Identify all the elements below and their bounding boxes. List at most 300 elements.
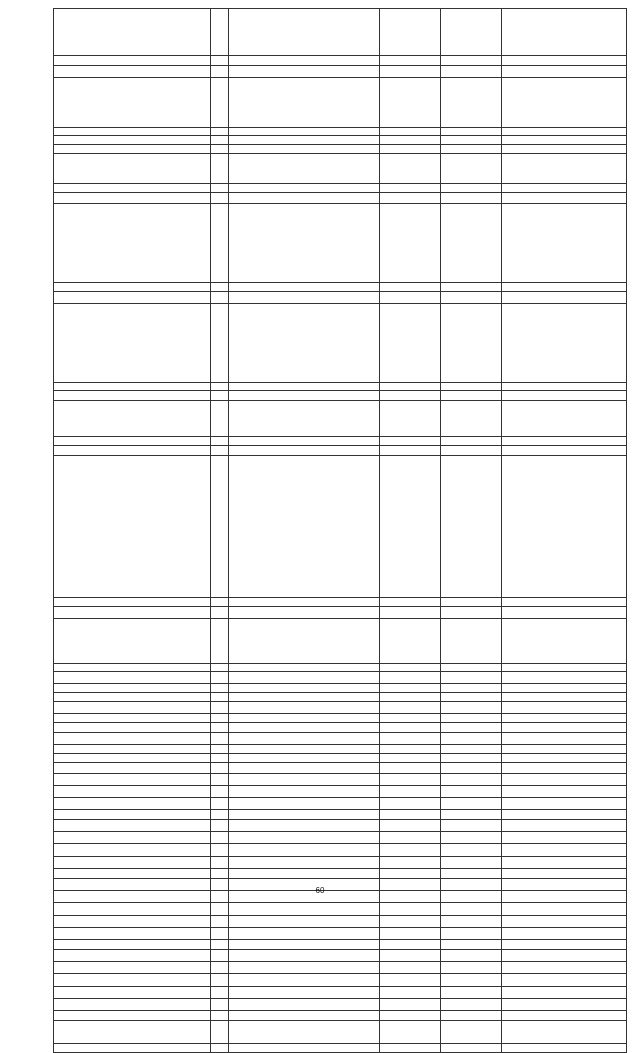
table-cell <box>502 903 627 916</box>
table-cell <box>380 446 441 456</box>
table-cell <box>54 204 211 283</box>
table-cell <box>229 754 380 763</box>
table-cell <box>380 723 441 733</box>
table-cell <box>502 962 627 974</box>
table-cell <box>229 304 380 383</box>
table-cell <box>502 193 627 204</box>
table-cell <box>380 820 441 832</box>
table-cell <box>54 999 211 1011</box>
table-cell <box>441 193 502 204</box>
table-cell <box>441 154 502 184</box>
table-cell <box>229 702 380 714</box>
table-row <box>54 763 627 774</box>
table-cell <box>229 437 380 446</box>
table-cell <box>54 940 211 950</box>
table-cell <box>380 1021 441 1044</box>
table-row <box>54 283 627 292</box>
table-row <box>54 184 627 193</box>
table-row <box>54 940 627 950</box>
table-row <box>54 1011 627 1021</box>
table-cell <box>229 1044 380 1053</box>
table-cell <box>54 66 211 78</box>
table-cell <box>502 154 627 184</box>
table-row <box>54 733 627 745</box>
table-cell <box>211 903 229 916</box>
table-cell <box>502 391 627 401</box>
table-cell <box>502 763 627 774</box>
table-cell <box>441 974 502 987</box>
table-cell <box>441 1011 502 1021</box>
table-cell <box>229 664 380 672</box>
table-cell <box>380 999 441 1011</box>
table-cell <box>380 869 441 879</box>
table-cell <box>211 810 229 820</box>
table-cell <box>211 619 229 664</box>
table-row <box>54 304 627 383</box>
table-cell <box>502 798 627 810</box>
table-row <box>54 832 627 844</box>
table-cell <box>502 184 627 193</box>
table-cell <box>380 857 441 869</box>
table-cell <box>54 391 211 401</box>
column-number-cell <box>380 56 441 66</box>
table-cell <box>502 774 627 786</box>
table-cell <box>380 774 441 786</box>
table-cell <box>229 456 380 598</box>
table-cell <box>502 446 627 456</box>
table-cell <box>441 684 502 693</box>
table-cell <box>211 723 229 733</box>
table-cell <box>54 672 211 684</box>
table-row <box>54 903 627 916</box>
table-cell <box>211 987 229 999</box>
table-cell <box>211 702 229 714</box>
table-cell <box>380 437 441 446</box>
table-cell <box>211 456 229 598</box>
table-row <box>54 869 627 879</box>
table-cell <box>211 684 229 693</box>
table-cell <box>211 437 229 446</box>
table-cell <box>211 292 229 304</box>
column-number-cell <box>441 56 502 66</box>
table-cell <box>380 987 441 999</box>
table-cell <box>380 283 441 292</box>
table-row <box>54 987 627 999</box>
table-cell <box>441 401 502 437</box>
table-cell <box>54 154 211 184</box>
table-cell <box>229 903 380 916</box>
table-cell <box>211 446 229 456</box>
table-cell <box>441 383 502 391</box>
table-cell <box>502 598 627 607</box>
table-cell <box>502 437 627 446</box>
table-row <box>54 391 627 401</box>
table-cell <box>380 940 441 950</box>
table-row <box>54 974 627 987</box>
table-cell <box>54 754 211 763</box>
table-cell <box>441 184 502 193</box>
table-cell <box>54 693 211 702</box>
table-row <box>54 857 627 869</box>
table-cell <box>502 78 627 128</box>
table-cell <box>502 1044 627 1053</box>
table-cell <box>380 607 441 619</box>
table-cell <box>54 136 211 145</box>
table-cell <box>229 723 380 733</box>
table-cell <box>441 304 502 383</box>
table-cell <box>229 283 380 292</box>
table-cell <box>229 136 380 145</box>
table-row <box>54 128 627 136</box>
table-cell <box>54 619 211 664</box>
table-cell <box>229 798 380 810</box>
table-cell <box>441 820 502 832</box>
table-cell <box>229 78 380 128</box>
table-cell <box>229 733 380 745</box>
table-cell <box>502 857 627 869</box>
table-cell <box>54 810 211 820</box>
table-cell <box>380 754 441 763</box>
table-cell <box>502 950 627 962</box>
table-cell <box>441 950 502 962</box>
table-row <box>54 672 627 684</box>
table-row <box>54 607 627 619</box>
table-cell <box>229 974 380 987</box>
table-cell <box>54 832 211 844</box>
table-cell <box>54 763 211 774</box>
table-cell <box>502 401 627 437</box>
table-cell <box>229 714 380 723</box>
table-cell <box>54 145 211 154</box>
table-cell <box>502 810 627 820</box>
table-cell <box>441 292 502 304</box>
table-row <box>54 145 627 154</box>
table-cell <box>441 664 502 672</box>
table-cell <box>502 136 627 145</box>
table-cell <box>502 869 627 879</box>
table-cell <box>229 940 380 950</box>
table-cell <box>441 928 502 940</box>
table-cell <box>380 962 441 974</box>
table-cell <box>211 745 229 754</box>
table-cell <box>229 810 380 820</box>
table-cell <box>54 292 211 304</box>
table-row <box>54 664 627 672</box>
table-cell <box>502 684 627 693</box>
table-cell <box>380 844 441 857</box>
budget-table <box>53 8 627 1053</box>
table-cell <box>441 619 502 664</box>
table-cell <box>441 446 502 456</box>
table-cell <box>441 136 502 145</box>
table-cell <box>441 78 502 128</box>
table-row <box>54 401 627 437</box>
column-number-cell <box>502 56 627 66</box>
table-cell <box>502 607 627 619</box>
table-cell <box>229 193 380 204</box>
table-cell <box>54 869 211 879</box>
table-cell <box>211 763 229 774</box>
table-cell <box>54 974 211 987</box>
table-cell <box>211 869 229 879</box>
table-cell <box>211 962 229 974</box>
table-cell <box>54 844 211 857</box>
table-cell <box>229 774 380 786</box>
table-row <box>54 928 627 940</box>
table-cell <box>211 672 229 684</box>
table-cell <box>211 304 229 383</box>
table-cell <box>441 128 502 136</box>
table-cell <box>502 672 627 684</box>
table-row <box>54 619 627 664</box>
table-cell <box>380 702 441 714</box>
table-cell <box>441 903 502 916</box>
table-cell <box>229 844 380 857</box>
table-row <box>54 1021 627 1044</box>
table-cell <box>211 928 229 940</box>
table-cell <box>441 456 502 598</box>
table-cell <box>502 664 627 672</box>
table-cell <box>502 283 627 292</box>
table-cell <box>502 974 627 987</box>
table-cell <box>211 401 229 437</box>
table-row <box>54 66 627 78</box>
table-row <box>54 723 627 733</box>
table-cell <box>211 820 229 832</box>
table-row <box>54 204 627 283</box>
table-cell <box>380 684 441 693</box>
table-cell <box>54 304 211 383</box>
table-cell <box>54 456 211 598</box>
table-cell <box>380 916 441 928</box>
table-cell <box>54 437 211 446</box>
column-number-row <box>54 56 627 66</box>
table-cell <box>211 184 229 193</box>
table-row <box>54 292 627 304</box>
table-cell <box>229 999 380 1011</box>
table-cell <box>229 693 380 702</box>
table-cell <box>502 940 627 950</box>
table-row <box>54 950 627 962</box>
table-cell <box>380 136 441 145</box>
table-row <box>54 693 627 702</box>
table-row <box>54 745 627 754</box>
table-cell <box>441 702 502 714</box>
table-cell <box>211 754 229 763</box>
table-cell <box>502 383 627 391</box>
table-cell <box>229 786 380 798</box>
table-cell <box>211 693 229 702</box>
table-row <box>54 999 627 1011</box>
table-cell <box>502 916 627 928</box>
table-cell <box>441 774 502 786</box>
table-cell <box>380 619 441 664</box>
table-cell <box>380 903 441 916</box>
table-cell <box>211 786 229 798</box>
table-cell <box>211 283 229 292</box>
table-row <box>54 383 627 391</box>
table-cell <box>229 128 380 136</box>
table-cell <box>54 684 211 693</box>
table-cell <box>380 66 441 78</box>
table-cell <box>502 832 627 844</box>
table-cell <box>380 154 441 184</box>
table-cell <box>211 145 229 154</box>
table-cell <box>211 774 229 786</box>
table-cell <box>211 857 229 869</box>
table-cell <box>380 292 441 304</box>
table-row <box>54 714 627 723</box>
table-cell <box>54 916 211 928</box>
table-cell <box>502 999 627 1011</box>
table-cell <box>54 607 211 619</box>
table-cell <box>380 598 441 607</box>
table-cell <box>380 745 441 754</box>
table-row <box>54 916 627 928</box>
table-cell <box>229 619 380 664</box>
table-cell <box>229 869 380 879</box>
table-cell <box>54 78 211 128</box>
table-cell <box>54 446 211 456</box>
table-cell <box>380 928 441 940</box>
table-cell <box>54 702 211 714</box>
table-cell <box>441 607 502 619</box>
table-row <box>54 798 627 810</box>
table-cell <box>54 128 211 136</box>
table-cell <box>54 1044 211 1053</box>
table-cell <box>54 928 211 940</box>
header-cell <box>229 9 380 56</box>
table-cell <box>502 66 627 78</box>
table-cell <box>441 391 502 401</box>
table-cell <box>211 916 229 928</box>
table-cell <box>441 857 502 869</box>
table-cell <box>211 974 229 987</box>
table-cell <box>211 204 229 283</box>
header-cell <box>380 9 441 56</box>
table-cell <box>211 391 229 401</box>
header-cell <box>502 9 627 56</box>
table-cell <box>380 383 441 391</box>
table-cell <box>211 950 229 962</box>
table-cell <box>211 154 229 184</box>
table-cell <box>229 204 380 283</box>
table-cell <box>502 745 627 754</box>
table-cell <box>229 184 380 193</box>
table-cell <box>229 684 380 693</box>
page-number: 60 <box>315 886 325 895</box>
table-cell <box>229 763 380 774</box>
table-cell <box>211 136 229 145</box>
table-cell <box>502 844 627 857</box>
table-cell <box>441 832 502 844</box>
table-cell <box>380 672 441 684</box>
table-cell <box>54 950 211 962</box>
table-cell <box>441 999 502 1011</box>
header-cell <box>211 9 229 56</box>
table-cell <box>211 607 229 619</box>
table-cell <box>441 714 502 723</box>
table-cell <box>211 128 229 136</box>
table-cell <box>211 940 229 950</box>
table-cell <box>54 184 211 193</box>
table-cell <box>54 664 211 672</box>
table-cell <box>229 383 380 391</box>
table-row <box>54 962 627 974</box>
table-cell <box>502 786 627 798</box>
table-cell <box>229 1011 380 1021</box>
table-cell <box>54 903 211 916</box>
table-row <box>54 437 627 446</box>
table-row <box>54 684 627 693</box>
table-cell <box>54 798 211 810</box>
table-cell <box>502 733 627 745</box>
table-cell <box>211 1021 229 1044</box>
table-cell <box>54 820 211 832</box>
table-cell <box>441 283 502 292</box>
table-cell <box>54 1021 211 1044</box>
table-cell <box>380 456 441 598</box>
table-cell <box>211 844 229 857</box>
table-cell <box>502 292 627 304</box>
table-cell <box>229 962 380 974</box>
table-row <box>54 598 627 607</box>
table-cell <box>441 1021 502 1044</box>
table-cell <box>229 446 380 456</box>
table-cell <box>229 857 380 869</box>
table-cell <box>211 193 229 204</box>
table-cell <box>54 283 211 292</box>
table-cell <box>54 598 211 607</box>
table-cell <box>380 832 441 844</box>
table-cell <box>380 714 441 723</box>
table-cell <box>211 1044 229 1053</box>
table-cell <box>502 619 627 664</box>
table-cell <box>441 598 502 607</box>
table-cell <box>229 145 380 154</box>
header-cell <box>441 9 502 56</box>
table-cell <box>441 763 502 774</box>
table-row <box>54 774 627 786</box>
table-cell <box>441 962 502 974</box>
table-cell <box>502 304 627 383</box>
table-cell <box>441 145 502 154</box>
table-cell <box>380 950 441 962</box>
table-cell <box>54 745 211 754</box>
table-cell <box>229 401 380 437</box>
column-number-cell <box>229 56 380 66</box>
table-cell <box>380 974 441 987</box>
table-cell <box>380 1044 441 1053</box>
table-cell <box>229 928 380 940</box>
table-row <box>54 844 627 857</box>
table-cell <box>502 1021 627 1044</box>
table-cell <box>380 193 441 204</box>
table-cell <box>441 723 502 733</box>
table-cell <box>211 1011 229 1021</box>
table-cell <box>502 702 627 714</box>
table-cell <box>211 664 229 672</box>
table-cell <box>502 204 627 283</box>
table-cell <box>441 786 502 798</box>
table-cell <box>441 693 502 702</box>
table-cell <box>502 754 627 763</box>
table-cell <box>211 733 229 745</box>
table-cell <box>229 820 380 832</box>
table-cell <box>441 672 502 684</box>
table-cell <box>502 714 627 723</box>
table-cell <box>380 145 441 154</box>
